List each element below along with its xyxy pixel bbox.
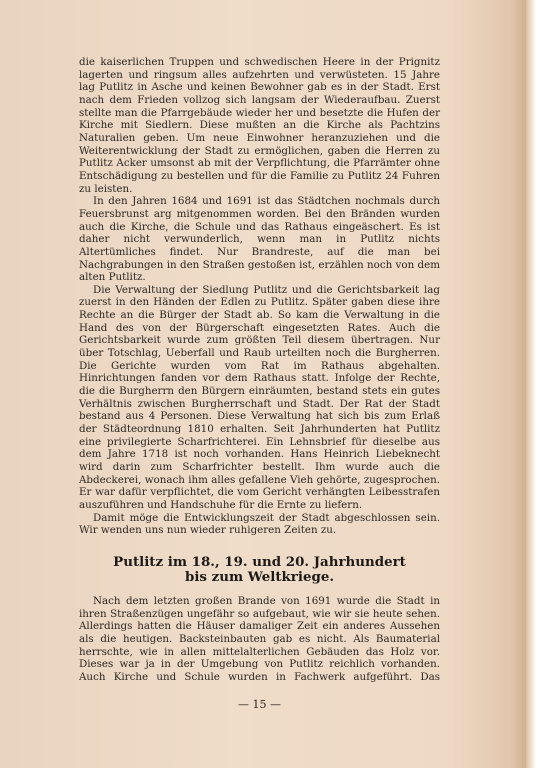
paragraph: Nach dem letzten großen Brande von 1691 wurde die Stadt in ihren Straßenzügen ungefähr so aufgebaut, wie wir sie heute sehen. Allerdings hatten die Häuser damaliger Zeit ein anderes Aussehen als die heutigen. Backsteinbauten gab es nicht. Als Baumaterial herrschte, wie in allen mittelalterlichen Gebäuden das Holz vor. Dieses war ja in der Umgebung von Putlitz reichlich vorhanden. Auch Kirche und Schule wurden in Fachwerk aufgeführt. Das: [79, 595, 440, 683]
body-text-top: [79, 56, 440, 537]
section-heading: [79, 555, 440, 585]
page-number: — 15 —: [238, 698, 281, 711]
section-heading-line-2: bis zum Weltkriege.: [184, 569, 335, 585]
section-heading-line-1: Putlitz im 18., 19. und 20. Jahrhundert: [113, 554, 406, 570]
page-edge-shadow: [526, 0, 536, 768]
paragraph: Die Verwaltung der Siedlung Putlitz und die Gerichtsbarkeit lag zuerst in den Händen der Edlen zu Putlitz. Später gaben diese ihre Rechte an die Bürger der Stadt ab. So kam die Verwaltung in die Hand des von der Bürgerschaft eingesetzten Rates. Auch die Gerichtsbarkeit wurde zum größten Teil diesem übertragen. Nur über Totschlag, Ueberfall und Raub urteilten noch die Burgherren. Die Gerichte wurden vom Rat im Rathaus abgehalten. Hinrichtungen fanden vor dem Rathaus statt. Infolge der Rechte, die die Burgherrn den Bürgern einräumten, bestand stets ein gutes Verhältnis zwischen Burgherrschaft und Stadt. Der Rat der Stadt bestand aus 4 Personen. Diese Verwaltung hat sich bis zum Erlaß der Städteordnung 1810 erhalten. Seit Jahrhunderten hat Putlitz eine privilegierte Scharfrichterei. Ein Lehnsbrief für dieselbe aus dem Jahre 1718 ist noch vorhanden. Hans Heinrich Liebeknecht wird darin zum Scharfrichter bestellt. Ihm wurde auch die Abdeckerei, wonach ihm alles gefallene Vieh gehörte, zugesprochen. Er war dafür verpflichtet, die vom Gericht verhängten Leibesstrafen auszuführen und Handschuhe für die Ernte zu liefern.: [79, 283, 440, 511]
paragraph: Damit möge die Entwicklungszeit der Stadt abgeschlossen sein. Wir wenden uns nun wieder ruhigeren Zeiten zu.: [79, 511, 440, 537]
paragraph: In den Jahren 1684 und 1691 ist das Städtchen nochmals durch Feuersbrunst arg mitgenommen worden. Bei den Bränden wurden auch die Kirche, die Schule und das Rathaus eingeäschert. Es ist daher nicht verwunderlich, wenn man in Putlitz nichts Altertümliches findet. Nur Brandreste, auf die man bei Nachgrabungen in den Straßen gestoßen ist, erzählen noch von dem alten Putlitz.: [79, 195, 440, 284]
body-text-bottom: [79, 595, 440, 684]
paragraph: die kaiserlichen Truppen und schwedischen Heere in der Prignitz lagerten und ringsum alles aufzehrten und verwüsteten. 15 Jahre lag Putlitz in Asche und keinen Bewohner gab es in der Stadt. Erst nach dem Frieden vollzog sich langsam der Wiederaufbau. Zuerst stellte man die Pfarrgebäude wieder her und besetzte die Hufen der Kirche mit Siedlern. Diese mußten an die Kirche als Pachtzins Naturalien geben. Um neue Einwohner heranzuziehen und die Weiterentwicklung der Stadt zu ermöglichen, gaben die Herren zu Putlitz Acker umsonst ab mit der Verpflichtung, die Pfarrämter ohne Entschädigung zu bestellen und für die Familie zu Putlitz 24 Fuhren zu leisten.: [79, 56, 440, 195]
